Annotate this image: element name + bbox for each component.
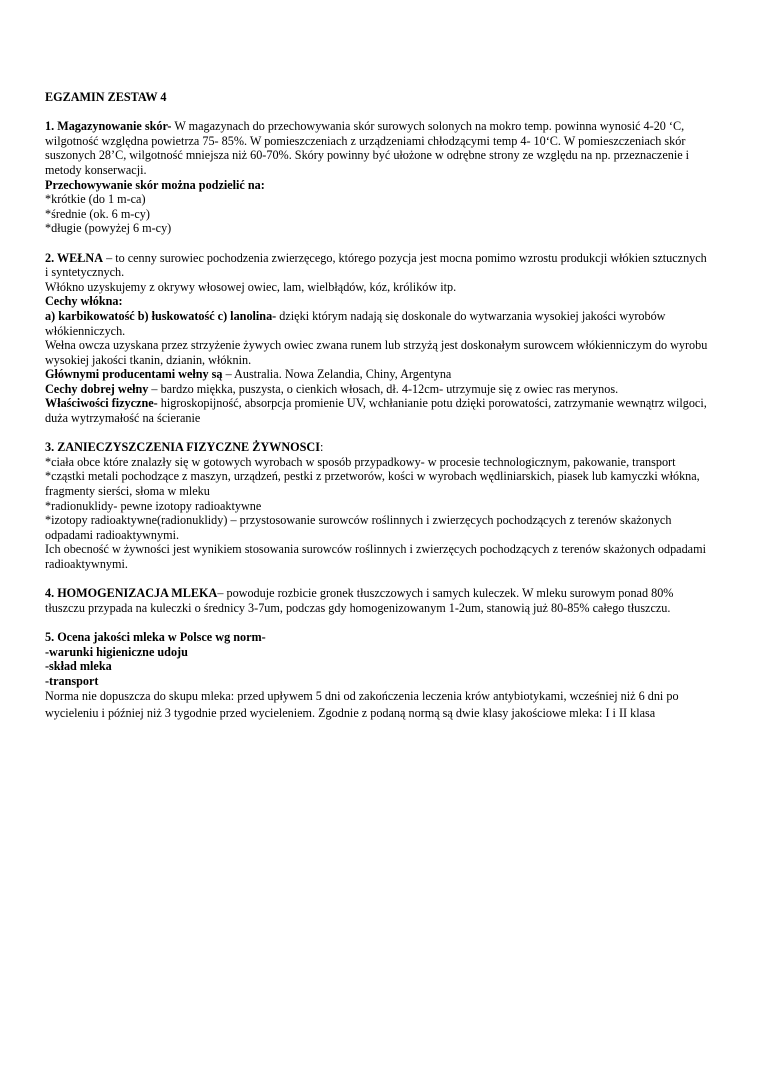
section-2-fiber-source: Włókno uzyskujemy z okrywy włosowej owiec, lam, wielbłądów, kóz, królików itp. [45, 279, 457, 294]
section-4-paragraph [45, 586, 710, 615]
document-title: EGZAMIN ZESTAW 4 [45, 90, 167, 104]
section-5-text: Norma nie dopuszcza do skupu mleka: przed upływem 5 dni od zakończenia leczenia krów antybiotykami, wcześniej niż 6 dni po wycieleniu i później niż 3 tygodnie przed wycieleniem. Zgodnie z podaną normą są dwie klasy jakościowe mleka: I i II klasa [45, 689, 679, 721]
section-3 [45, 440, 710, 571]
list-item: Ich obecność w żywności jest wynikiem stosowania surowców roślinnych i zwierzęcych pochodzących z terenów skażonych odpadami radioaktywnymi. [45, 542, 706, 571]
list-item: -skład mleka [45, 659, 112, 674]
section-1-text: W magazynach do przechowywania skór surowych solonych na mokro temp. powinna wynosić 4-20 ‘C, wilgotność względna powietrza 75- 85%. W pomieszczeniach z urządzeniami chłodzącymi temp 4- 10‘C. W pomieszczeniach skór suszonych 28’C, wilgotność mniejsza niż 60-70%. Skóry powinny być ułożone w odrębne strony ze względu na np. przeznaczenie i metody konserwacji. [45, 119, 690, 177]
list-item: -warunki higieniczne udoju [45, 644, 188, 659]
section-2-features [45, 309, 710, 338]
list-item: *krótkie (do 1 m-ca) [45, 192, 146, 207]
list-item: *radionuklidy- pewne izotopy radioaktywne [45, 498, 262, 513]
section-1-subheading: Przechowywanie skór można podzielić na: [45, 177, 265, 192]
section-2-fleece: Wełna owcza uzyskana przez strzyżenie żywych owiec zwana runem lub strzyżą jest doskonałym surowcem włókienniczym do wyrobu wysokiej jakości tkanin, dzianin, włóknin. [45, 338, 708, 367]
section-3-colon: : [319, 440, 324, 455]
section-1 [45, 119, 710, 236]
section-1-paragraph [45, 119, 710, 177]
list-item: *długie (powyżej 6 m-cy) [45, 221, 172, 236]
section-2-heading: 2. WEŁNA [45, 250, 104, 265]
section-2-physical [45, 396, 710, 425]
section-2 [45, 251, 710, 426]
section-2-producers-text: – Australia. Nowa Zelandia, Chiny, Argentyna [222, 367, 452, 382]
section-2-producers-label: Głównymi producentami wełny są [45, 367, 223, 382]
list-item: *ciała obce które znalazły się w gotowych wyrobach w sposób przypadkowy- w procesie technologicznym, pakowanie, transport [45, 454, 676, 469]
section-2-good-wool-text: – bardzo miękka, puszysta, o cienkich włosach, dł. 4-12cm- utrzymuje się z owiec ras merynos. [148, 381, 619, 396]
list-item: *średnie (ok. 6 m-cy) [45, 206, 150, 221]
section-2-features-heading: Cechy włókna: [45, 294, 123, 309]
list-item: *izotopy radioaktywne(radionuklidy) – przystosowanie surowców roślinnych i zwierzęcych pochodzących z terenów skażonych odpadami radioaktywnymi. [45, 513, 672, 542]
section-3-heading-line [45, 440, 710, 455]
section-2-features-list: a) karbikowatość b) łuskowatość c) lanolina- [45, 308, 277, 323]
document-page [45, 90, 710, 737]
section-4-text: – powoduje rozbicie gronek tłuszczowych i samych kuleczek. W mleku surowym ponad 80% tłuszczu przypada na kuleczki o średnicy 3-7um, podczas gdy homogenizowanym 1-2um, stanowią już 80-85% całego tłuszczu. [45, 586, 674, 615]
section-2-physical-label: Właściwości fizyczne- [45, 396, 158, 411]
list-item: *cząstki metali pochodzące z maszyn, urządzeń, pestki z przetworów, kości w wyrobach wędliniarskich, piasek lub kamyczki włókna, fragmenty sierści, słoma w mleku [45, 469, 700, 499]
section-2-physical-text: higroskopijność, absorpcja promienie UV, wchłanianie potu dzięki porowatości, zatrzymanie wewnątrz wilgoci, duża wytrzymałość na ścieranie [45, 396, 707, 426]
section-3-heading: 3. ZANIECZYSZCZENIA FIZYCZNE ŻYWNOSCI [45, 440, 320, 455]
section-2-paragraph [45, 251, 710, 280]
section-5-heading: 5. Ocena jakości mleka w Polsce wg norm- [45, 629, 266, 644]
section-2-text: – to cenny surowiec pochodzenia zwierzęcego, którego pozycja jest mocna pomimo wzrostu produkcji włókien sztucznych i syntetycznych. [45, 250, 707, 280]
section-5 [45, 630, 710, 722]
list-item: -transport [45, 673, 99, 688]
section-4-heading: 4. HOMOGENIZACJA MLEKA [45, 586, 218, 601]
section-2-features-text: dzięki którym nadają się doskonale do wytwarzania wysokiej jakości wyrobów włókienniczych. [45, 308, 666, 338]
section-1-heading: 1. Magazynowanie skór- [45, 119, 172, 134]
section-2-producers [45, 367, 710, 382]
section-2-good-wool [45, 382, 710, 397]
section-4 [45, 586, 710, 615]
section-2-good-wool-label: Cechy dobrej wełny [45, 381, 149, 396]
